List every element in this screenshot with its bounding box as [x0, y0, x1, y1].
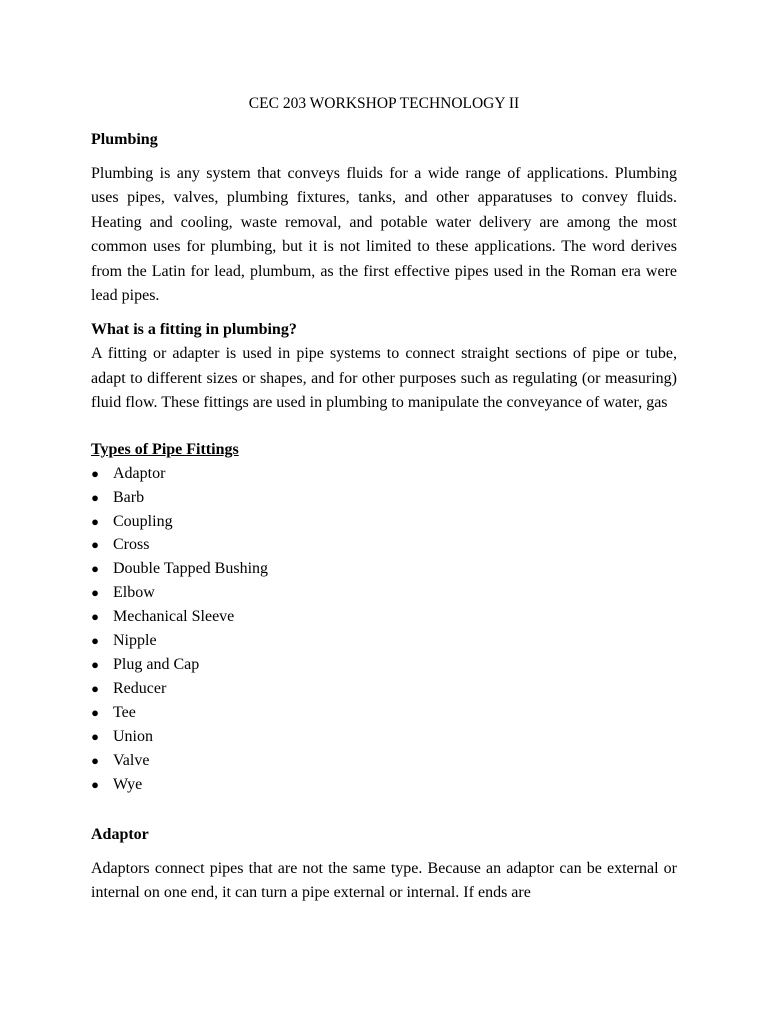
list-item-label: Union: [113, 727, 153, 745]
paragraph-plumbing: Plumbing is any system that conveys fluids for a wide range of applications. Plumbing uses pipes, valves, plumbing fixtures, tanks, and other apparatuses to convey fluids. Heating and cooling, waste removal, and potable water delivery are among the most common uses for plumbing, but it is not limited to these applications. The word derives from the Latin for lead, plumbum, as the first effective pipes used in the Roman era were lead pipes.: [91, 165, 677, 305]
list-item: [91, 677, 677, 701]
bullet-icon: ●: [91, 776, 99, 792]
bullet-icon: ●: [91, 705, 99, 721]
list-item-label: Valve: [113, 751, 150, 769]
list-item-label: Plug and Cap: [113, 656, 200, 674]
bullet-icon: ●: [91, 633, 99, 649]
section-heading-types: Types of Pipe Fittings: [91, 440, 239, 458]
paragraph-adaptor: Adaptors connect pipes that are not the same type. Because an adaptor can be external or internal on one end, it can turn a pipe external or internal. If ends are: [91, 859, 677, 902]
list-item: [91, 653, 677, 677]
list-item-label: Mechanical Sleeve: [113, 608, 235, 626]
list-item-label: Reducer: [113, 680, 167, 698]
section-heading-adaptor: Adaptor: [91, 825, 149, 843]
bullet-icon: ●: [91, 681, 99, 697]
bullet-icon: ●: [91, 513, 99, 529]
list-item: [91, 701, 677, 725]
list-item: [91, 533, 677, 557]
list-item: [91, 486, 677, 510]
bullet-icon: ●: [91, 609, 99, 625]
bullet-icon: ●: [91, 657, 99, 673]
list-item: [91, 581, 677, 605]
bullet-icon: ●: [91, 752, 99, 768]
bullet-icon: ●: [91, 585, 99, 601]
section-heading-plumbing: Plumbing: [91, 131, 158, 148]
list-item: [91, 773, 677, 797]
bullet-icon: ●: [91, 489, 99, 505]
document-page: [91, 94, 677, 906]
list-item-label: Wye: [113, 775, 143, 793]
list-item-label: Barb: [113, 488, 145, 506]
list-item-label: Adaptor: [113, 464, 166, 482]
list-item: [91, 629, 677, 653]
fittings-list: [91, 462, 677, 797]
bullet-icon: ●: [91, 465, 99, 481]
list-item-label: Elbow: [113, 584, 155, 602]
list-item: [91, 557, 677, 581]
document-title: CEC 203 WORKSHOP TECHNOLOGY II: [248, 95, 520, 112]
list-item: [91, 605, 677, 629]
bullet-icon: ●: [91, 537, 99, 553]
list-item: [91, 462, 677, 486]
list-item-label: Coupling: [113, 512, 173, 530]
bullet-icon: ●: [91, 728, 99, 744]
list-item-label: Double Tapped Bushing: [113, 560, 269, 578]
list-item: [91, 749, 677, 773]
section-heading-fitting: What is a fitting in plumbing?: [91, 321, 297, 339]
paragraph-fitting: A fitting or adapter is used in pipe systems to connect straight sections of pipe or tube, adapt to different sizes or shapes, and for other purposes such as regulating (or measuring) fluid flow. These fittings are used in plumbing to manipulate the conveyance of water, gas: [91, 345, 677, 412]
list-item: [91, 510, 677, 534]
list-item-label: Nipple: [113, 632, 157, 650]
bullet-icon: ●: [91, 561, 99, 577]
list-item-label: Cross: [113, 536, 150, 554]
list-item-label: Tee: [113, 704, 136, 722]
list-item: [91, 725, 677, 749]
